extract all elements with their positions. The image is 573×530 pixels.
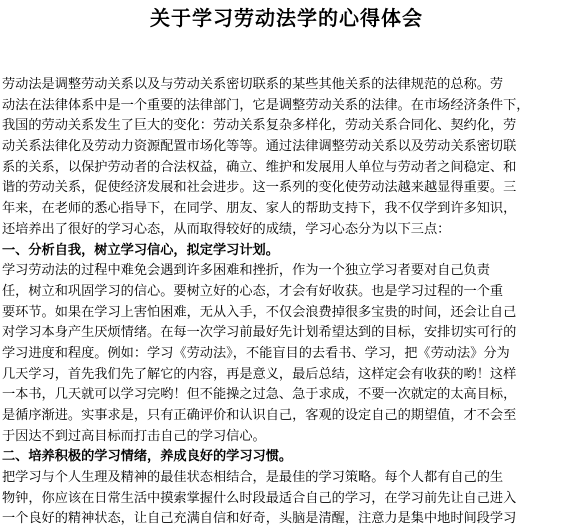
text-line: 于因达不到过高目标而打击自己的学习信心。 xyxy=(2,428,266,444)
text-line: 动关系法律化及劳动力资源配置市场化等等。通过法律调整劳动关系以及劳动关系密切联 xyxy=(2,139,517,155)
document-title: 关于学习劳动法学的心得体会 xyxy=(150,6,423,30)
text-line: 年来，在老师的悉心指导下，在同学、朋友、家人的帮助支持下，我不仅学到许多知识， xyxy=(2,201,517,217)
text-line: 一个良好的精神状态，让自己充满自信和好奇，头脑是清醒，注意力是集中地时间段学习 xyxy=(2,511,517,527)
text-line: 任，树立和巩固学习的信心。要树立好的心态，才会有好收获。也是学习过程的一个重 xyxy=(2,283,504,299)
text-line: 要环节。如果在学习上害怕困难，无从入手，不仅会浪费掉很多宝贵的时间，还会让自己 xyxy=(2,304,517,320)
document-body xyxy=(2,75,571,530)
text-line: 一本书，几天就可以学习完哟！但不能操之过急、急于求成，不要一次就定的太高目标， xyxy=(2,387,517,403)
text-line: 动法在法律体系中是一个重要的法律部门，它是调整劳动关系的法律。在市场经济条件下， xyxy=(2,97,530,113)
text-line: 几天学习，首先我们先了解它的内容，再是意义，最后总结，这样定会有收获的哟！这样 xyxy=(2,366,517,382)
section-heading: 一、分析自我，树立学习信心，拟定学习计划。 xyxy=(2,242,279,258)
text-line: 是循序渐进。实事求是，只有正确评价和认识自己，客观的设定自己的期望值，才不会至 xyxy=(2,408,517,423)
text-line: 还培养出了很好的学习心态，从而取得较好的成绩，学习心态分为以下三点： xyxy=(2,221,451,237)
text-line: 把学习与个人生理及精神的最佳状态相结合，是最佳的学习策略。每个人都有自己的生 xyxy=(2,470,504,486)
section-heading: 二、培养积极的学习情绪，养成良好的学习习惯。 xyxy=(2,449,293,465)
text-line: 我国的劳动关系发生了巨大的变化：劳动关系复杂多样化，劳动关系合同化、契约化，劳 xyxy=(2,118,517,134)
text-line: 谐的劳动关系，促使经济发展和社会进步。这一系列的变化使劳动法越来越显得重要。三 xyxy=(2,180,517,196)
text-line: 系的关系，以保护劳动者的合法权益，确立、维护和发展用人单位与劳动者之间稳定、和 xyxy=(2,159,517,175)
text-line: 学习进度和程度。例如：学习《劳动法》，不能盲目的去看书、学习，把《劳动法》分为 xyxy=(2,345,510,361)
text-line: 学习劳动法的过程中难免会遇到许多困难和挫折，作为一个独立学习者要对自己负责 xyxy=(2,263,490,279)
text-line: 劳动法是调整劳动关系以及与劳动关系密切联系的某些其他关系的法律规范的总称。劳 xyxy=(2,77,504,92)
text-line: 对学习本身产生厌烦情绪。在每一次学习前最好先计划希望达到的目标，安排切实可行的 xyxy=(2,325,517,341)
text-line: 物钟，你应该在日常生活中摸索掌握什么时段最适合自己的学习，在学习前先让自己进入 xyxy=(2,490,517,506)
